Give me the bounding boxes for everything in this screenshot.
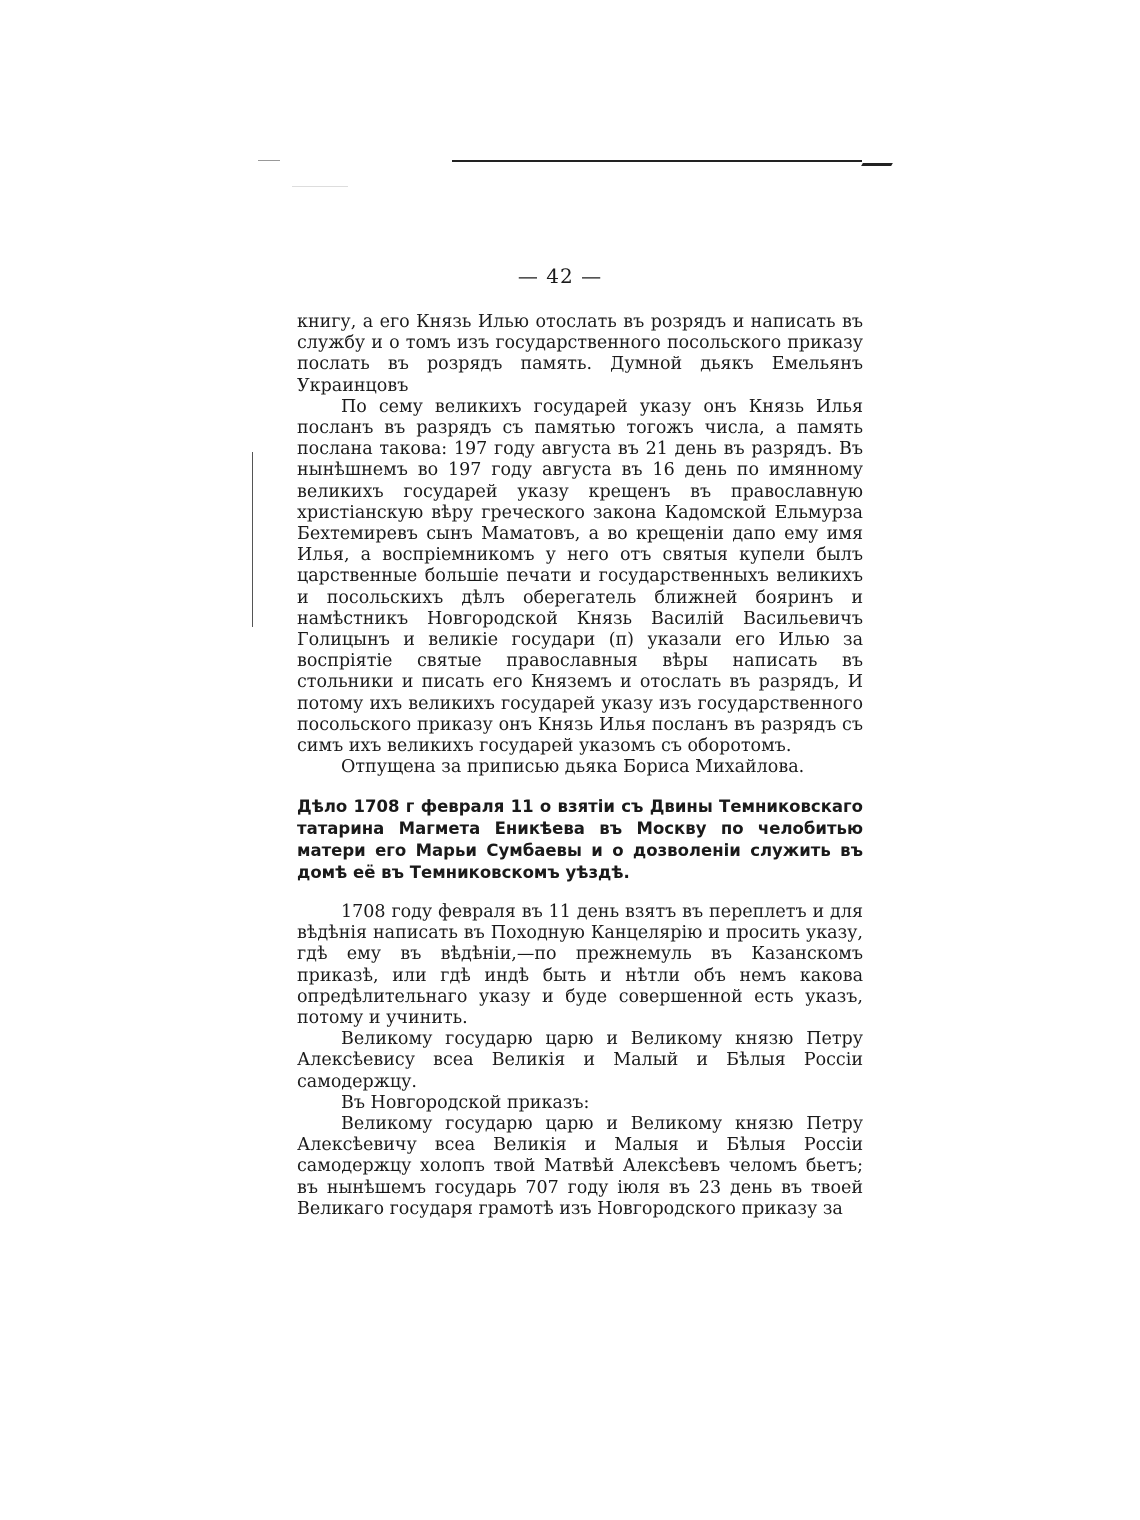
paragraph: Великому государю царю и Великому князю Петру Алексѣевичу всеа Великія и Малыя и Бѣлыя Россіи самодержцу холопъ твой Матвѣй Алексѣевъ челомъ бьетъ; въ нынѣшемъ государь 707 году іюля въ 23 день въ твоей Великаго государя грамотѣ изъ Новгородского приказу за [297,1114,863,1219]
page-number: — 42 — [517,264,603,288]
paragraph-signoff: Отпущена за приписью дьяка Бориса Михайлова. [341,757,805,778]
paragraph: По сему великихъ государей указу онъ Князь Илья посланъ въ разрядъ съ памятью тогожъ числа, а память послана такова: 197 году августа въ 21 день въ разрядъ. Въ нынѣшнемъ во 197 году августа въ 16 день по имянному великихъ государей указу крещенъ въ православную христіанскую вѣру греческого закона Кадомской Ельмурза Бехтемиревъ сынъ Маматовъ, а во крещеніи дапо ему имя Илья, а воспріемникомъ у него отъ святыя купели былъ царственные большіе печати и государственныхъ великихъ и посольскихъ дѣлъ оберегатель ближней бояринъ и намѣстникъ Новгородской Князь Василій Васильевичъ Голицынъ и великіе государи (п) указали его Илью за воспріятіе святые православныя вѣры написать въ стольники и писать его Княземъ и отослать въ разрядъ, И потому ихъ великихъ государей указу изъ государственного посольского приказу онъ Князь Илья посланъ въ разрядъ съ симъ ихъ великихъ государей указомъ съ оборотомъ. [297,396,863,757]
paragraph: 1708 году февраля въ 11 день взятъ въ переплетъ и для вѣдѣнія написать въ Походную Канцелярію и просить указу, гдѣ ему въ вѣдѣніи,—по прежнемуль въ Казанскомъ приказѣ, или гдѣ индѣ быть и нѣтли объ немъ какова опредѣлительнаго указу и буде совершенной есть указъ, потому и учинить. [297,902,863,1029]
scan-speck [258,160,280,161]
paragraph-address: Въ Новгородской приказъ: [341,1092,590,1113]
paragraph: книгу, а его Князь Илью отослать въ розрядъ и написать въ службу и о томъ изъ государственного посольского приказу послать въ розрядъ память. Думной дьякъ Емельянъ Украинцовъ [297,312,863,396]
text-block-upper [297,312,863,778]
text-block-lower [297,902,863,1220]
margin-line [252,452,253,627]
top-rule-tail [861,163,893,166]
scan-speck [292,186,348,187]
section-heading: Дѣло 1708 г февраля 11 о взятіи съ Двины Темниковскаго татарина Магмета Еникѣева въ Москву по челобитью матери его Марьи Сумбаевы и о дозволеніи служить въ домѣ её въ Темниковскомъ уѣздѣ. [297,797,863,882]
paragraph: Великому государю царю и Великому князю Петру Алексѣевису всеа Великія и Малый и Бѣлыя Россіи самодержцу. [297,1029,863,1092]
top-rule [452,160,862,162]
